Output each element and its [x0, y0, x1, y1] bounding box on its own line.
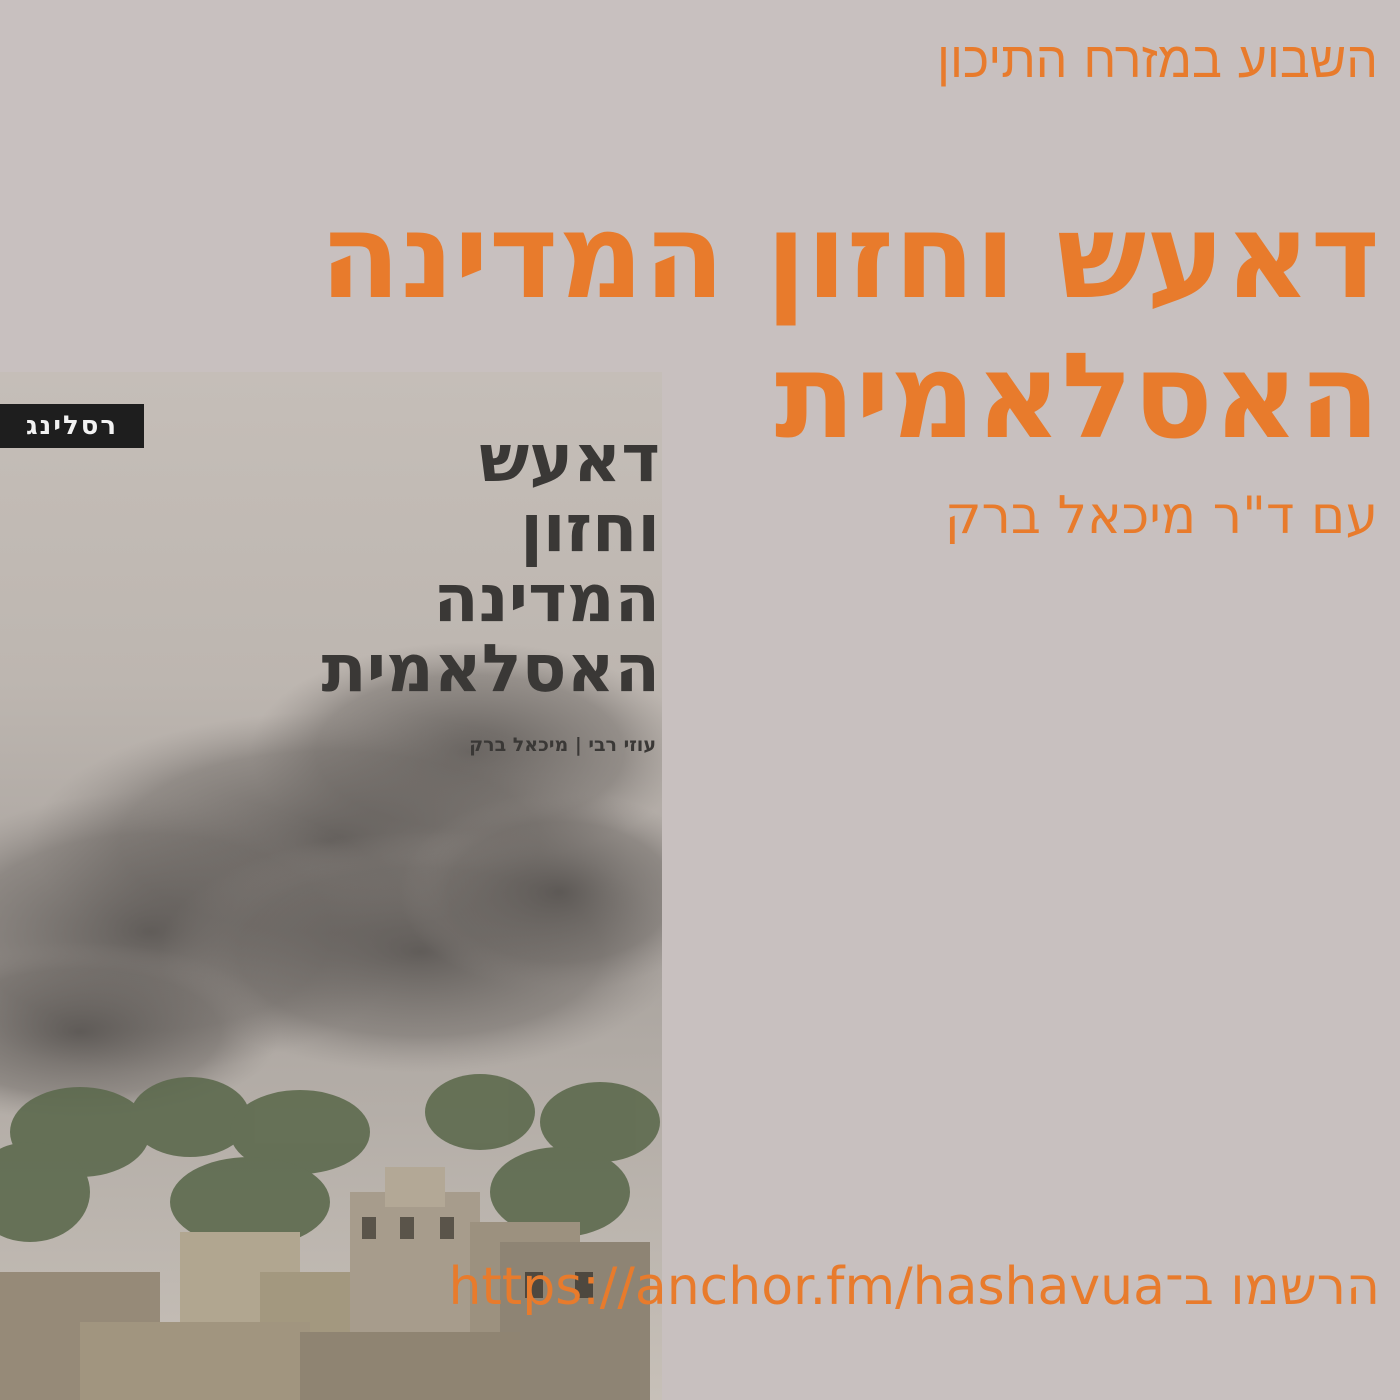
guest-line: עם ד"ר מיכאל ברק [944, 486, 1378, 546]
book-cover-image [0, 372, 662, 1400]
cover-title-line: האסלאמית [321, 630, 660, 707]
cover-title-line: וחזון [520, 490, 660, 567]
series-title: השבוע במזרח התיכון [937, 31, 1378, 89]
subscribe-prefix: הרשמו ב־ [1164, 1257, 1380, 1317]
cover-title-line: המדינה [433, 560, 660, 637]
subscribe-url-link[interactable]: https://anchor.fm/hashavua [448, 1257, 1165, 1317]
subscribe-line [280, 1252, 1380, 1322]
publisher-badge: רסלינג [0, 404, 144, 448]
episode-title: דאעש וחזון המדינה האסלאמית [319, 187, 1380, 465]
cover-title-line: דאעש [479, 420, 660, 497]
book-cover-authors: עוזי רבי | מיכאל ברק [469, 734, 656, 756]
book-cover-title [100, 420, 660, 707]
